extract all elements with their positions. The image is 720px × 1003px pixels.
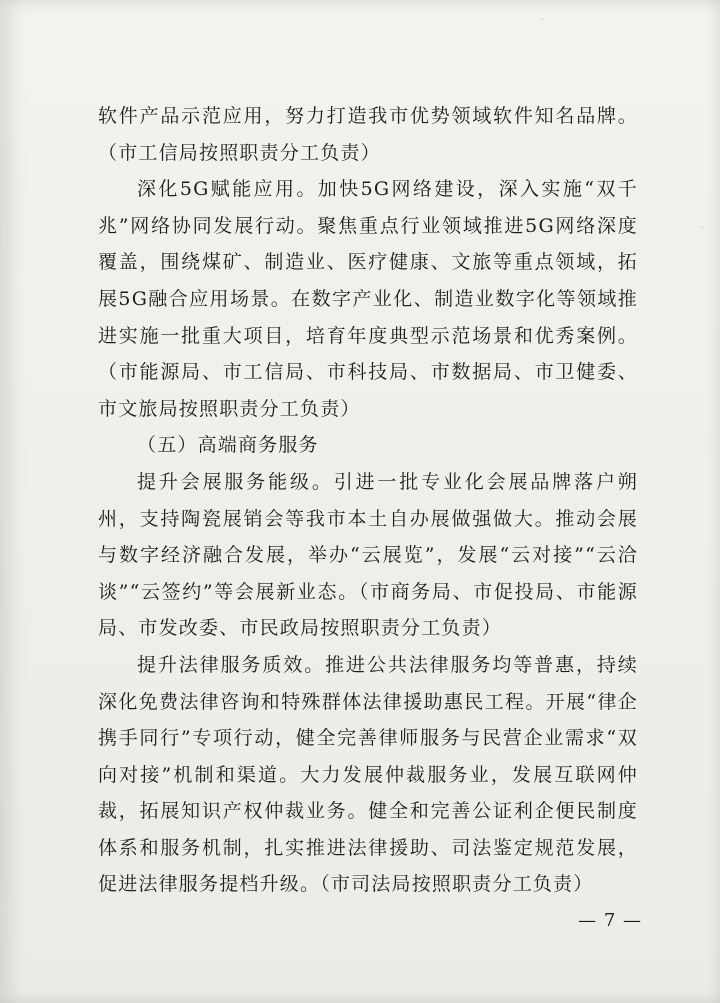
scan-speck (701, 226, 703, 228)
scan-speck (541, 18, 543, 20)
paragraph-5g: 深化5G赋能应用。加快5G网络建设，深入实施“双千兆”网络协同发展行动。聚焦重点行业领域推进5G网络深度覆盖，围绕煤矿、制造业、医疗健康、文旅等重点领域，拓展5G融合应用场景。在数字产业化、制造业数字化等领域推进实施一批重大项目，培育年度典型示范场景和优秀案例。（市能源局、市工信局、市科技局、市数据局、市卫健委、市文旅局按照职责分工负责） (98, 178, 638, 420)
body-text (98, 98, 638, 903)
section-heading: （五）高端商务服务 (137, 434, 319, 457)
paragraph-continuation: 软件产品示范应用，努力打造我市优势领域软件知名品牌。（市工信局按照职责分工负责） (98, 105, 638, 164)
paragraph-legal-services: 提升法律服务质效。推进公共法律服务均等普惠，持续深化免费法律咨询和特殊群体法律援助惠民工程。开展“律企携手同行”专项行动，健全完善律师服务与民营企业需求“双向对接”机制和渠道。大力发展仲裁服务业，发展互联网仲裁，拓展知识产权仲裁业务。健全和完善公证利企便民制度体系和服务机制，扎实推进法律援助、司法鉴定规范发展，促进法律服务提档升级。（市司法局按照职责分工负责） (98, 653, 638, 896)
page-number: — 7 — (578, 910, 642, 931)
paragraph-exhibition: 提升会展服务能级。引进一批专业化会展品牌落户朔州，支持陶瓷展销会等我市本土自办展做强做大。推动会展与数字经济融合发展，举办“云展览”，发展“云对接”“云洽谈”“云签约”等会展新业态。（市商务局、市促投局、市能源局、市发改委、市民政局按照职责分工负责） (98, 470, 638, 640)
